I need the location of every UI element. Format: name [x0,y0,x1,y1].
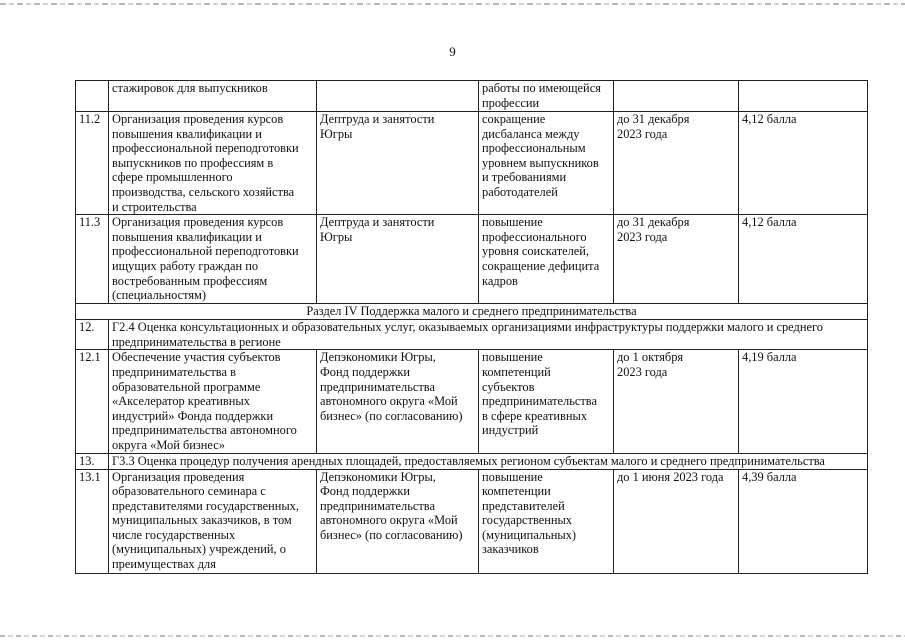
cell-result: повышение компетенций субъектов предпринимательства в сфере креативных индустрий [479,350,614,453]
cell-num: 11.2 [76,112,109,215]
section-title: Раздел IV Поддержка малого и среднего предпринимательства [76,304,868,320]
cell-num [76,81,109,112]
cell-responsible: Депэкономики Югры, Фонд поддержки предпринимательства автономного округа «Мой бизнес» (по согласованию) [317,469,479,573]
cell-activity: Организация проведения курсов повышения квалификации и профессиональной переподготовки ищущих работу граждан по востребованным профессиям (специальностям) [109,215,317,304]
cell-num: 12.1 [76,350,109,453]
table-row [76,215,868,304]
cell-result: сокращение дисбаланса между профессиональным уровнем выпускников и требованиями работодателей [479,112,614,215]
table-row [76,350,868,453]
cell-activity: Организация проведения курсов повышения квалификации и профессиональной переподготовки выпускников по профессиям в сфере промышленного производства, сельского хозяйства и строительства [109,112,317,215]
cell-activity: Обеспечение участия субъектов предпринимательства в образовательной программе «Акселератор креативных индустрий» Фонда поддержки предпринимательства автономного округа «Мой бизнес» [109,350,317,453]
cell-activity: Организация проведения образовательного семинара с представителями государственных, муниципальных заказчиков, в том числе государственных (муниципальных) учреждений, о преимуществах для [109,469,317,573]
cell-responsible: Депэкономики Югры, Фонд поддержки предпринимательства автономного округа «Мой бизнес» (по согласованию) [317,350,479,453]
cell-deadline: до 31 декабря 2023 года [614,215,739,304]
cell-responsible: Дептруда и занятости Югры [317,215,479,304]
cell-num: 13. [76,453,109,469]
group-title: Г3.3 Оценка процедур получения арендных площадей, предоставляемых регионом субъектам малого и среднего предпринимательства [109,453,868,469]
group-title: Г2.4 Оценка консультационных и образовательных услуг, оказываемых организациями инфраструктуры поддержки малого и среднего предпринимательства в регионе [109,320,868,350]
cell-deadline: до 1 июня 2023 года [614,469,739,573]
table-row [76,112,868,215]
cell-result: повышение профессионального уровня соискателей, сокращение дефицита кадров [479,215,614,304]
cell-responsible: Дептруда и занятости Югры [317,112,479,215]
cell-num: 12. [76,320,109,350]
cell-deadline: до 31 декабря 2023 года [614,112,739,215]
table-row [76,469,868,573]
group-header-row [76,320,868,350]
cell-responsible [317,81,479,112]
action-plan-table [75,80,868,574]
cell-activity: стажировок для выпускников [109,81,317,112]
cell-num: 11.3 [76,215,109,304]
section-header-row [76,304,868,320]
cell-num: 13.1 [76,469,109,573]
cell-result: повышение компетенции представителей государственных (муниципальных) заказчиков [479,469,614,573]
scan-edge-top [0,3,905,5]
cell-score: 4,12 балла [739,215,868,304]
page-number: 9 [449,44,456,59]
cell-score: 4,12 балла [739,112,868,215]
cell-score: 4,39 балла [739,469,868,573]
cell-score [739,81,868,112]
cell-score: 4,19 балла [739,350,868,453]
cell-result: работы по имеющейся профессии [479,81,614,112]
scan-edge-bottom [0,635,905,637]
cell-deadline: до 1 октября 2023 года [614,350,739,453]
table-row [76,81,868,112]
cell-deadline [614,81,739,112]
group-header-row [76,453,868,469]
